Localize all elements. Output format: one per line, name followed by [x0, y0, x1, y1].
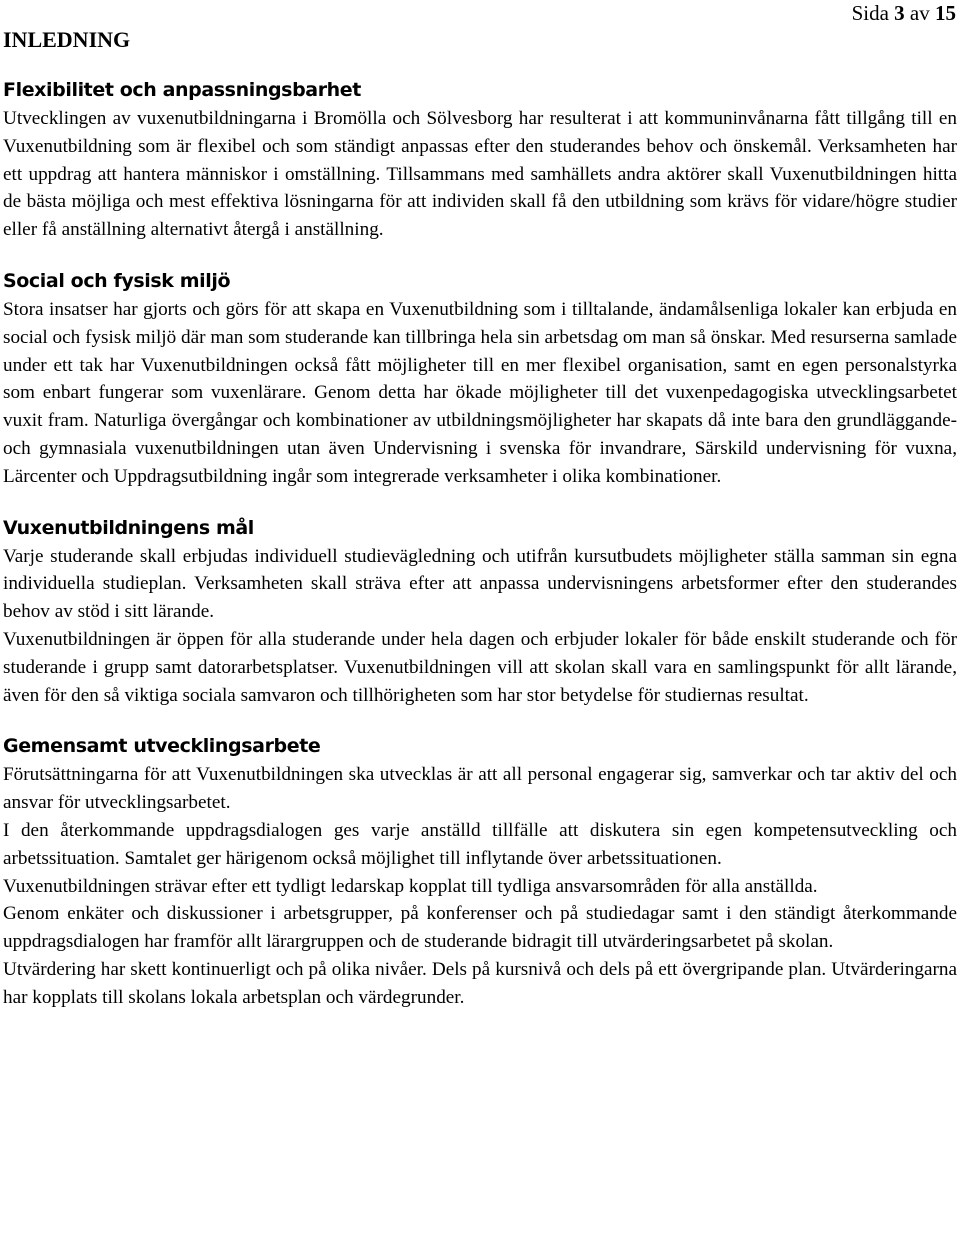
page-total: 15	[935, 1, 956, 25]
paragraph: Stora insatser har gjorts och görs för att skapa en Vuxenutbildning som i tilltalande, ändamålsenliga lokaler kan erbjuda en social och fysisk miljö där man som studerande kan tillbringa hela sin arbetsdag om man så önskar. Med resurserna samlade under ett tak har Vuxenutbildningen också fått möjligheter till en mer flexibel organisation, samt en egen personalstyrka som enbart fungerar som vuxenlärare. Genom detta har ökade möjligheter till det vuxenpedagogiska utvecklingsarbetet vuxit fram. Naturliga övergångar och kombinationer av utbildningsmöjligheter har skapats då inte bara den grundläggande- och gymnasiala vuxenutbildningen utan även Undervisning i svenska för invandrare, Särskild undervisning för vuxna, Lärcenter och Uppdragsutbildning ingår som integrerade verksamheter i olika kombinationer.	[3, 298, 957, 487]
document-body	[3, 75, 957, 1034]
page-current: 3	[894, 1, 905, 25]
paragraph: Genom enkäter och diskussioner i arbetsgrupper, på konferenser och på studiedagar samt i den ständigt återkommande uppdragsdialogen har framför allt lärargruppen och de studerande bidragit till utvärderingsarbetet på skolan.	[3, 903, 957, 953]
section-title: Gemensamt utvecklingsarbete	[3, 735, 321, 758]
section-title: Vuxenutbildningens mål	[3, 516, 254, 539]
paragraph: Vuxenutbildningen strävar efter ett tydligt ledarskap kopplat till tydliga ansvarsområden för alla anställda.	[3, 875, 818, 897]
section-social-fysisk-miljo	[3, 266, 957, 491]
paragraph: I den återkommande uppdragsdialogen ges varje anställd tillfälle att diskutera sin egen kompetensutveckling och arbetssituation. Samtalet ger härigenom också möjlighet till inflytande över arbetssituationen.	[3, 819, 957, 869]
section-vuxenutbildningens-mal	[3, 513, 957, 710]
paragraph: Vuxenutbildningen är öppen för alla studerande under hela dagen och erbjuder lokaler för både enskilt studerande och för studerande i grupp samt datorarbetsplatser. Vuxenutbildningen vill att skolan skall vara en samlingspunkt för allt lärande, även för den så viktiga sociala samvaron och tillhörigheten som har stor betydelse för studiernas resultat.	[3, 628, 957, 706]
page-prefix: Sida	[851, 1, 889, 25]
paragraph: Utvecklingen av vuxenutbildningarna i Bromölla och Sölvesborg har resulterat i att kommuninvånarna fått tillgång till en Vuxenutbildning som är flexibel och som ständigt anpassas efter den studerandes behov och önskemål. Verksamheten har ett uppdrag att hantera människor i omställning. Tillsammans med samhällets andra aktörer skall Vuxenutbildningen hitta de bästa möjliga och mest effektiva lösningarna för att individen skall få den utbildning som krävs för vidare/högre studier eller få anställning alternativt återgå i anställning.	[3, 108, 957, 241]
section-gemensamt-utvecklingsarbete	[3, 731, 957, 1011]
paragraph: Utvärdering har skett kontinuerligt och på olika nivåer. Dels på kursnivå och dels på ett övergripande plan. Utvärderingarna har kopplats till skolans lokala arbetsplan och värdegrunder.	[3, 958, 957, 1008]
page-number	[852, 0, 956, 26]
section-flexibilitet	[3, 75, 957, 244]
paragraph: Förutsättningarna för att Vuxenutbildningen ska utvecklas är att all personal engagerar sig, samverkar och tar aktiv del och ansvar för utvecklingsarbetet.	[3, 764, 957, 814]
paragraph: Varje studerande skall erbjudas individuell studievägledning och utifrån kursutbudets möjligheter ställa samman sin egna individuella studieplan. Verksamheten skall sträva efter att anpassa undervisningens arbetsformer efter den studerandes behov av stöd i sitt lärande.	[3, 545, 957, 623]
page-middle: av	[909, 1, 930, 25]
section-title: Social och fysisk miljö	[3, 269, 231, 292]
section-title: Flexibilitet och anpassningsbarhet	[3, 79, 361, 101]
document-heading: INLEDNING	[3, 27, 131, 52]
